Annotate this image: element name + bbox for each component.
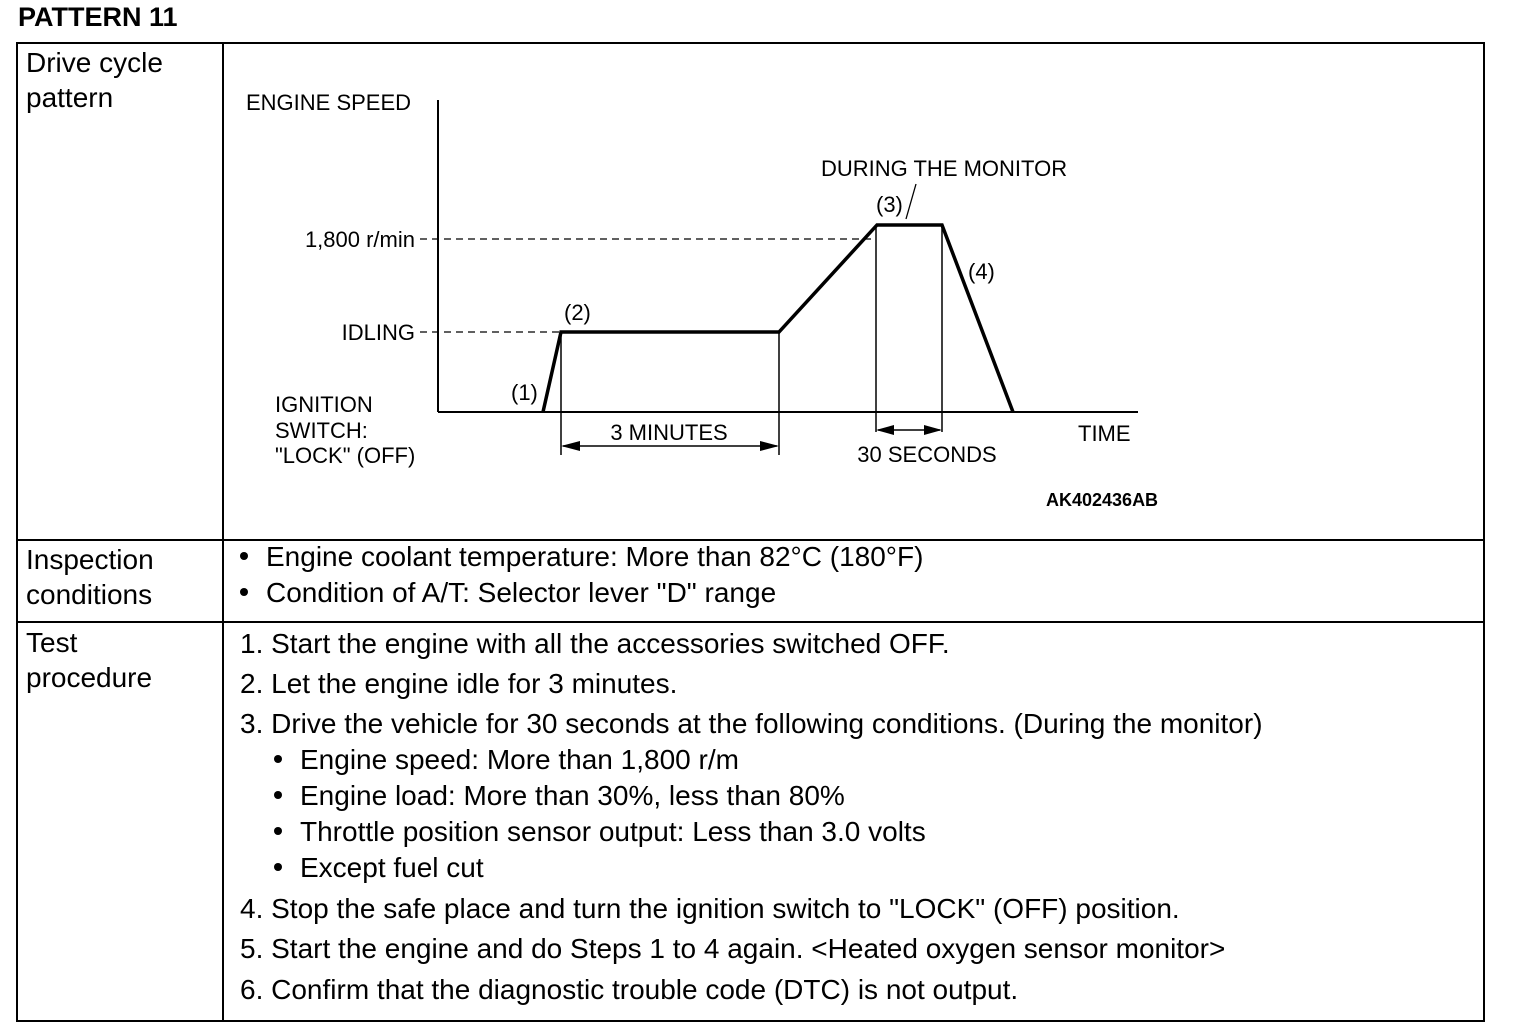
procedure-step: 6. Confirm that the diagnostic trouble code (DTC) is not output. — [240, 974, 1019, 1005]
bullet-icon — [274, 863, 282, 871]
procedure-sub-item: Throttle position sensor output: Less than 3.0 volts — [274, 816, 926, 848]
bullet-icon — [274, 791, 282, 799]
procedure-step: 5. Start the engine and do Steps 1 to 4 again. <Heated oxygen sensor monitor> — [240, 933, 1226, 964]
arrow-head — [760, 441, 779, 451]
step-1-label: (1) — [511, 380, 538, 405]
arrow-head — [924, 425, 942, 435]
figure-code: AK402436AB — [1046, 490, 1159, 510]
arrow-head — [876, 425, 894, 435]
monitor-label: DURING THE MONITOR — [821, 156, 1068, 181]
bullet-icon — [240, 552, 248, 560]
bullet-icon — [240, 588, 248, 596]
arrow-head — [561, 441, 580, 451]
procedure-step: 3. Drive the vehicle for 30 seconds at the following conditions. (During the monitor) — [240, 708, 1263, 739]
procedure-sub-item: Except fuel cut — [274, 852, 484, 884]
step-4-label: (4) — [968, 259, 995, 284]
drive-cycle-label: Drive cycle pattern — [26, 47, 163, 113]
procedure-sub-item: Engine load: More than 30%, less than 80% — [274, 780, 845, 812]
y-axis-label: ENGINE SPEED — [246, 90, 412, 115]
ignition-switch-label: IGNITION SWITCH: "LOCK" (OFF) — [275, 392, 416, 468]
list-item: Engine coolant temperature: More than 82°C (180°F) — [240, 541, 923, 573]
procedure-step: 2. Let the engine idle for 3 minutes. — [240, 668, 678, 699]
bullet-icon — [274, 755, 282, 763]
procedure-label: Test procedure — [26, 627, 153, 693]
procedure-sub-item: Engine speed: More than 1,800 r/m — [274, 744, 739, 776]
pattern-title: PATTERN 11 — [18, 2, 178, 32]
bullet-icon — [274, 827, 282, 835]
monitor-leader-line — [906, 184, 916, 219]
inspection-label: Inspection conditions — [26, 544, 154, 610]
monitor-duration-label: 30 SECONDS — [857, 442, 997, 467]
list-item: Condition of A/T: Selector lever "D" range — [240, 577, 776, 609]
step-2-label: (2) — [564, 300, 591, 325]
idle-duration-label: 3 MINUTES — [610, 420, 728, 445]
procedure-step: 4. Stop the safe place and turn the ignition switch to "LOCK" (OFF) position. — [240, 893, 1180, 924]
x-axis-label: TIME — [1078, 421, 1131, 446]
table-row-divider — [16, 621, 1485, 623]
high-speed-label: 1,800 r/min — [304, 227, 415, 252]
procedure-step: 1. Start the engine with all the accessories switched OFF. — [240, 628, 950, 659]
step-3-label: (3) — [876, 192, 903, 217]
idle-label: IDLING — [341, 320, 415, 345]
